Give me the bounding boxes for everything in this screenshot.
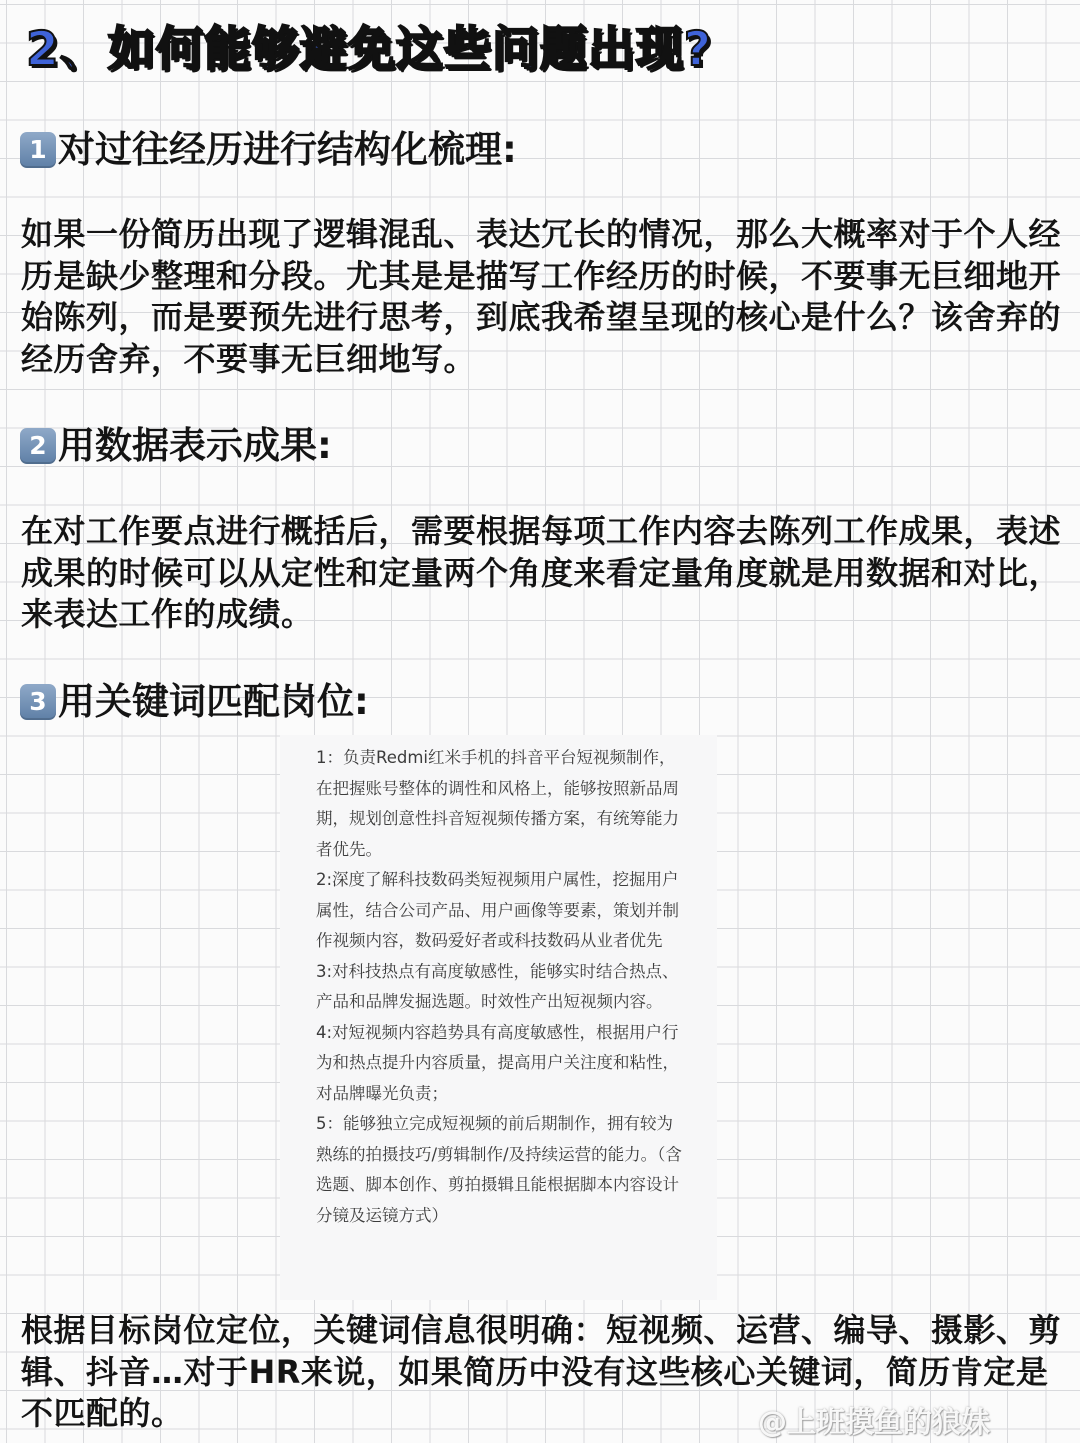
job-requirement-item: 2:深度了解科技数码类短视频用户属性，挖掘用户属性，结合公司产品、用户画像等要素，策划并制作视频内容，数码爱好者或科技数码从业者优先 (316, 870, 679, 950)
number-1-badge-icon: 1 (20, 132, 56, 168)
author-watermark: @上班摸鱼的狼妹 (758, 1405, 991, 1439)
number-2-badge-icon: 2 (20, 428, 56, 464)
section-body-3: 根据目标岗位定位，关键词信息很明确：短视频、运营、编导、摄影、剪辑、抖音…对于HR来说，如果简历中没有这些核心关键词，简历肯定是不匹配的。 (21, 1311, 1062, 1432)
job-requirement-item: 1：负责Redmi红米手机的抖音平台短视频制作，在把握账号整体的调性和风格上，能够按照新品周期，规划创意性抖音短视频传播方案，有统筹能力者优先。 (316, 748, 679, 859)
section-heading-3 (20, 680, 369, 724)
job-description-card (280, 735, 717, 1300)
number-3-badge-icon: 3 (20, 684, 56, 720)
section-body-2: 在对工作要点进行概括后，需要根据每项工作内容去陈列工作成果，表述成果的时候可以从定性和定量两个角度来看定量角度就是用数据和对比，来表达工作的成绩。 (21, 512, 1062, 633)
section-body-1: 如果一份简历出现了逻辑混乱、表达冗长的情况，那么大概率对于个人经历是缺少整理和分段。尤其是是描写工作经历的时候，不要事无巨细地开始陈列，而是要预先进行思考，到底我希望呈现的核心是什么？该舍弃的经历舍弃，不要事无巨细地写。 (21, 215, 1062, 378)
section-heading-1 (20, 128, 517, 172)
job-requirement-item: 5：能够独立完成短视频的前后期制作，拥有较为熟练的拍摄技巧/剪辑制作/及持续运营的能力。（含选题、脚本创作、剪拍摄辑且能根据脚本内容设计分镜及运镜方式） (316, 1114, 682, 1225)
job-requirement-item: 3:对科技热点有高度敏感性，能够实时结合热点、产品和品牌发掘选题。时效性产出短视频内容。 (316, 961, 679, 1011)
section-heading-2-text: 用数据表示成果: (58, 424, 332, 467)
page-title: 2、如何能够避免这些问题出现? (26, 22, 712, 77)
section-heading-1-text: 对过往经历进行结构化梳理: (58, 128, 517, 171)
section-heading-3-text: 用关键词匹配岗位: (58, 680, 369, 723)
job-requirement-item: 4:对短视频内容趋势具有高度敏感性，根据用户行为和热点提升内容质量，提高用户关注度和粘性，对品牌曝光负责； (316, 1022, 679, 1103)
section-heading-2 (20, 424, 332, 468)
